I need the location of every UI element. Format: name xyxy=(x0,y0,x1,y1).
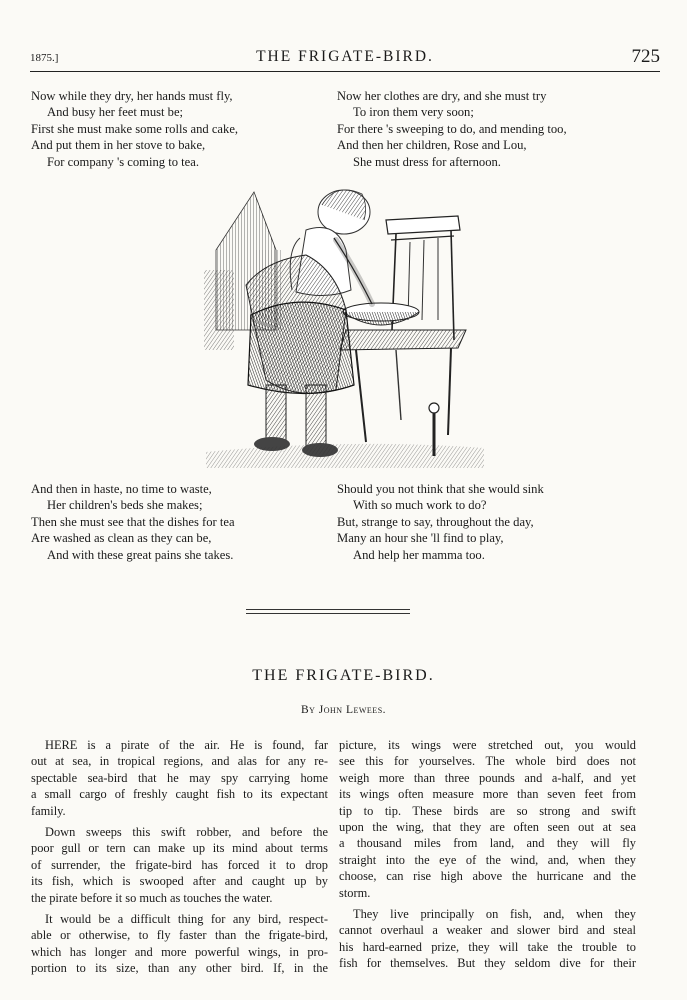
text-line: picture, its wings were stretched out, you would xyxy=(339,738,636,752)
poem-line: Then she must see that the dishes for tea xyxy=(31,514,235,529)
poem-line: Are washed as clean as they can be, xyxy=(31,531,212,546)
running-header xyxy=(30,44,660,70)
text-line: a small cargo of freshly caught fish to its expectant xyxy=(31,787,328,802)
text-line: which has longer and more powerful wings, in pro- xyxy=(31,944,328,959)
text-line: upon the wing, that they are often seen out at sea xyxy=(339,820,636,835)
section-divider xyxy=(246,609,410,610)
text-line: its wings often measure more than seven feet from xyxy=(339,787,636,802)
text-line: family. xyxy=(31,803,66,818)
poem-line: Now her clothes are dry, and she must try xyxy=(337,89,547,103)
poem-stanza-left-top xyxy=(31,88,238,170)
text-line: They live principally on fish, and, when they xyxy=(353,907,636,922)
poem-stanza-right-top xyxy=(337,88,567,170)
poem-line: With so much work to do? xyxy=(353,498,487,513)
paragraph xyxy=(31,824,328,906)
poem-line: First she must make some rolls and cake, xyxy=(31,121,239,136)
paragraph xyxy=(339,906,636,972)
text-line: choose, can rise high above the hurricane and the xyxy=(339,869,636,884)
text-line: his hard-earned prize, they will take the trouble to xyxy=(339,939,636,954)
text-line: its fish, which is swooped after and caught up by xyxy=(31,874,328,889)
paragraph xyxy=(31,911,328,977)
poem-line: Now while they dry, her hands must fly, xyxy=(31,89,233,103)
poem-line: To iron them very soon; xyxy=(353,105,474,120)
poem-line: And help her mamma too. xyxy=(353,547,485,562)
poem-line: But, strange to say, throughout the day, xyxy=(337,514,534,529)
illustration-girl-ironing xyxy=(196,180,486,468)
byline-text: By John Lewees. xyxy=(300,704,387,716)
text-line: HERE is a pirate of the air. He is found, far xyxy=(45,738,328,752)
text-line: able or otherwise, to fly faster than the frigate-bird, xyxy=(31,928,328,943)
poem-line: And with these great pains she takes. xyxy=(47,547,234,562)
text-line: a thousand miles from land, and they will fly xyxy=(339,836,636,851)
text-line: tip to tip. These birds are so strong and swift xyxy=(339,803,636,818)
text-line: weigh more than three pounds and a-half, and yet xyxy=(339,770,636,785)
running-title: THE FRIGATE-BIRD. xyxy=(256,48,434,65)
poem-stanza-left-bottom xyxy=(31,481,235,563)
poem-line: For company 's coming to tea. xyxy=(47,154,199,169)
poem-stanza-right-bottom xyxy=(337,481,544,563)
article-byline xyxy=(0,704,687,716)
page-number: 725 xyxy=(631,46,660,67)
poem-line: Should you not think that she would sink xyxy=(337,482,544,496)
text-line: spectable sea-bird that he may spy carrying home xyxy=(31,770,328,785)
text-line: poor gull or tern can make up its mind about terms xyxy=(31,841,328,856)
poem-line: And then her children, Rose and Lou, xyxy=(337,138,527,153)
article-column-left xyxy=(31,737,328,982)
text-line: portion to its size, than any other bird. If, in the xyxy=(31,961,328,976)
poem-line: And then in haste, no time to waste, xyxy=(31,482,212,496)
text-line: storm. xyxy=(339,885,371,900)
poem-line: And busy her feet must be; xyxy=(47,105,184,120)
volume-year: 1875.] xyxy=(30,52,59,64)
header-rule xyxy=(30,71,660,72)
paragraph xyxy=(31,737,328,819)
section-divider xyxy=(246,613,410,614)
poem-line: Her children's beds she makes; xyxy=(47,498,203,513)
text-line: straight into the eye of the wind, and, when they xyxy=(339,852,636,867)
text-line: of surrender, the frigate-bird has forced it to drop xyxy=(31,857,328,872)
text-line: see this for yourselves. The whole bird does not xyxy=(339,754,636,769)
poem-line: She must dress for afternoon. xyxy=(353,154,501,169)
poem-line: And put them in her stove to bake, xyxy=(31,138,206,153)
text-line: Down sweeps this swift robber, and before the xyxy=(45,825,328,840)
text-line: out at sea, in tropical regions, and alas for any re- xyxy=(31,754,328,769)
text-line: It would be a difficult thing for any bird, respect- xyxy=(45,912,328,927)
article-column-right xyxy=(339,737,636,977)
paragraph xyxy=(339,737,636,901)
text-line: cannot overhaul a weaker and slower bird and steal xyxy=(339,923,636,938)
text-line: fish for themselves. But they seldom dive for their xyxy=(339,956,636,971)
poem-line: For there 's sweeping to do, and mending too, xyxy=(337,121,567,136)
text-line: the pirate before it so much as touches the water. xyxy=(31,890,273,905)
article-title: THE FRIGATE-BIRD. xyxy=(252,667,435,684)
poem-line: Many an hour she 'll find to play, xyxy=(337,531,504,546)
